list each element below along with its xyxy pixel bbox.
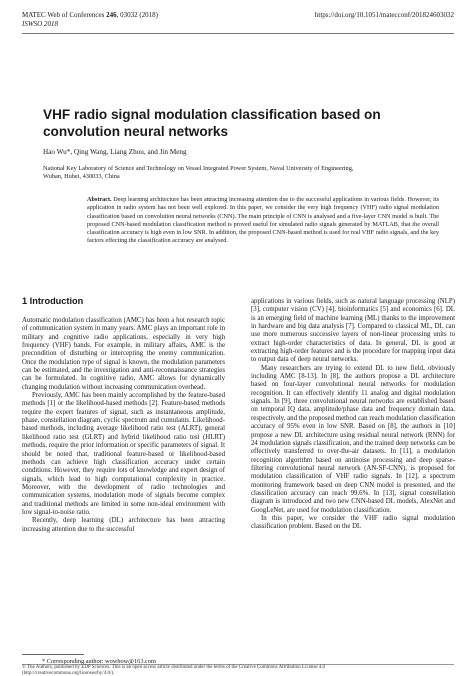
body-column-left bbox=[22, 317, 225, 534]
paragraph: Many researchers are trying to extend DL to new field, obviously including AMC [8-13]. In [8], the authors propose a DL architecture based on four-layer convolutional neural networks for modulation recognition. It can effectively identify 11 analog and digital modulation signals. In [9], three convolutional neural networks are established based on temporal IQ data, amplitude/phase data and frequency domain data, respectively, and the proposed method can reach modulation classification accuracy of 95% even in low SNR. Based on [8], the authors in [10] propose a new DL architecture using residual neural network (RNN) for 24 modulation signals classification, and the trained deep networks can be effectively transferred to over-the-air datasets. In [11], a modulation recognition algorithm based on antinoise processing and deep sparse-filtering convolutional neural network (AN-SF-CNN), is proposed for modulation classification of VHF radio signals. In [12], a spectrum monitoring framework based on deep CNN model is presented, and the classification accuracy can reach 99.6%. In [13], signal constellation diagram is introduced and two new CNN-based DL models, AlexNet and GoogLeNet, are used for modulation classification. bbox=[251, 364, 455, 514]
license-url[interactable]: (http://creativecommons.org/licenses/by/4.0/). bbox=[22, 670, 115, 676]
affiliation-line: National Key Laboratory of Science and Technology on Vessel Integrated Power System, Naval University of Engineering, bbox=[43, 165, 354, 172]
paper-title: VHF radio signal modulation classification based on convolution neural networks bbox=[43, 107, 381, 139]
paragraph: Recently, deep learning (DL) architecture has been attracting increasing attention due to the successful bbox=[22, 517, 225, 533]
abstract-block bbox=[87, 196, 439, 246]
affiliation-line: Wuhan, Hubei, 430033, China bbox=[43, 173, 120, 180]
paragraph: Previously, AMC has been mainly accomplished by the feature-based methods [1] or the likelihood-based methods [2]. Feature-based methods require the expert features of signal, such as instantaneous amplitude, phase, constellation diagram, cyclic spectrum and cumulants. Likelihood-based methods, including average likelihood ratio test (ALRT), general likelihood ratio test (GLRT) and hybrid likelihood ratio test (HLRT) methods, require the prior information or specific parameters of signal. It should be noted that, traditional feature-based or likelihood-based methods can achieve high classification accuracy under certain conditions. However, they require lots of knowledge and expert design of signals, which lead to high computational complexity in practice. Moreover, with the development of radio technologies and communication systems, modulation mode of signals become complex and traditional methods are limited in some non-ideal environment with low signal-to-noise ratio. bbox=[22, 392, 225, 516]
body-column-right bbox=[251, 298, 455, 532]
abstract-label: Abstract. bbox=[87, 196, 112, 203]
paragraph: applications in various fields, such as natural language processing (NLP) [3], computer vision (CV) [4], bioinformatics [5] and economics [6]. DL is an emerging field of machine learning (ML) thanks to the improvement in hardware and big data analysis [7]. Compared to classical ML, DL can use more numerous successive layers of non-linear processing units to extract high-order characteristics of data. In general, DL is good at extracting high-order features and is the procedure for mapping input data to output data of deep neural networks. bbox=[251, 298, 455, 364]
header-divider bbox=[22, 33, 454, 34]
affiliation bbox=[43, 165, 438, 181]
footnote-divider bbox=[22, 654, 84, 655]
corresponding-author-footnote: * Corresponding author: wowhow@163.com bbox=[42, 658, 156, 665]
article-reference: , 03032 (2018) bbox=[116, 11, 158, 19]
section-heading: 1 Introduction bbox=[22, 296, 84, 306]
conference-name: ISWSO 2018 bbox=[22, 19, 58, 28]
abstract-text: Deep learning architecture has been attracting increasing attention due to the successful applications in various fields. However, its application in radio system has not been well explored. In this paper, we consider the very high frequency (VHF) radio signal modulation classification based on convolution neural networks (CNN). The main principle of CNN is analysed and a five-layer CNN model is built. The proposed CNN-based modulation classification method is proved useful for simulated radio signals generated by MATLAB, that the overall classification accuracy is high even in low SNR. In addition, the proposed CNN-based method is used for real VHF radio signals, and the key factors effecting the classification accuracy are analysed. bbox=[87, 196, 439, 245]
journal-citation bbox=[22, 11, 158, 20]
paragraph: Automatic modulation classification (AMC) has been a hot research topic of communication system in many years. AMC plays an important role in military and cognitive radio applications, especially in very high frequency (VHF) bands. For example, in military affairs, AMC is the precondition of disturbing or intercepting the enemy communication. Once the modulation type of signal is known, the modulation parameters can be estimated, and the investigation and anti-reconnaissance strategies can be formulated. In cognitive radio, AMC allows for dynamically changing modulation without increasing communication overhead. bbox=[22, 317, 225, 391]
journal-name: MATEC Web of Conferences bbox=[22, 11, 107, 19]
license-line: © The Authors, published by EDP Sciences. This is an open access article distributed under the terms of the Creative Commons Attribution License 4.0 bbox=[22, 665, 326, 670]
doi-link[interactable]: https://doi.org/10.1051/matecconf/201824603032 bbox=[314, 11, 454, 19]
running-header-left bbox=[22, 11, 158, 28]
volume-number: 246 bbox=[106, 11, 117, 19]
paragraph: In this paper, we consider the VHF radio signal modulation classification problem. Based on the DL bbox=[251, 514, 455, 531]
author-list: Hao Wu*, Qing Wang, Liang Zhou, and Jin Meng bbox=[43, 148, 187, 156]
license-footer bbox=[22, 665, 454, 676]
